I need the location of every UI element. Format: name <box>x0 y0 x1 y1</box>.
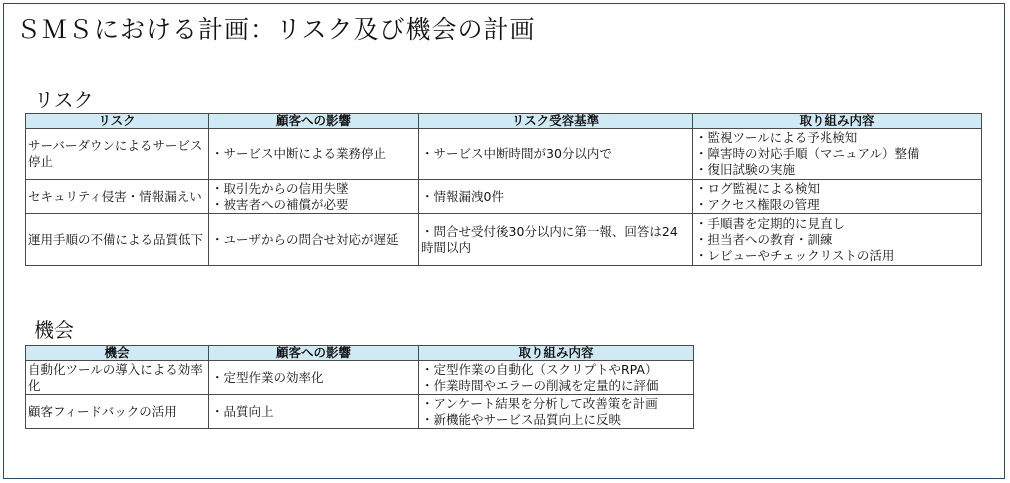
impact-cell: ・サービス中断による業務停止 <box>209 129 419 180</box>
criteria-cell: ・情報漏洩0件 <box>419 180 693 214</box>
opportunity-table <box>25 345 694 429</box>
table-row <box>26 214 982 266</box>
risk-col-header-risk: リスク <box>26 114 209 129</box>
risk-col-header-impact: 顧客への影響 <box>209 114 419 129</box>
risk-col-header-actions: 取り組み内容 <box>693 114 982 129</box>
risk-cell: サーバーダウンによるサービス停止 <box>26 129 209 180</box>
opp-col-header-opportunity: 機会 <box>26 346 209 361</box>
impact-cell: ・ユーザからの問合せ対応が遅延 <box>209 214 419 266</box>
table-row <box>26 395 694 429</box>
criteria-cell: ・問合せ受付後30分以内に第一報、回答は24時間以内 <box>419 214 693 266</box>
page-title: ＳＭＳにおける計画：リスク及び機会の計画 <box>16 15 536 44</box>
impact-cell: ・品質向上 <box>209 395 419 429</box>
actions-cell: ・監視ツールによる予兆検知 ・障害時の対応手順（マニュアル）整備 ・復旧試験の実施 <box>693 129 982 180</box>
impact-cell: ・取引先からの信用失墜 ・被害者への補償が必要 <box>209 180 419 214</box>
opportunity-cell: 顧客フィードバックの活用 <box>26 395 209 429</box>
table-row <box>26 180 982 214</box>
criteria-cell: ・サービス中断時間が30分以内で <box>419 129 693 180</box>
risk-table <box>25 113 982 266</box>
opportunity-cell: 自動化ツールの導入による効率化 <box>26 361 209 395</box>
risk-cell: 運用手順の不備による品質低下 <box>26 214 209 266</box>
risk-table-header-row <box>26 114 982 129</box>
opportunity-section-heading: 機会 <box>34 318 74 342</box>
risk-section-heading: リスク <box>34 88 94 112</box>
actions-cell: ・アンケート結果を分析して改善策を計画 ・新機能やサービス品質向上に反映 <box>419 395 694 429</box>
risk-cell: セキュリティ侵害・情報漏えい <box>26 180 209 214</box>
actions-cell: ・手順書を定期的に見直し ・担当者への教育・訓練 ・レビューやチェックリストの活用 <box>693 214 982 266</box>
risk-col-header-criteria: リスク受容基準 <box>419 114 693 129</box>
table-row <box>26 361 694 395</box>
actions-cell: ・ログ監視による検知 ・アクセス権限の管理 <box>693 180 982 214</box>
opportunity-table-header-row <box>26 346 694 361</box>
opp-col-header-impact: 顧客への影響 <box>209 346 419 361</box>
actions-cell: ・定型作業の自動化（スクリプトやRPA） ・作業時間やエラーの削減を定量的に評価 <box>419 361 694 395</box>
impact-cell: ・定型作業の効率化 <box>209 361 419 395</box>
opp-col-header-actions: 取り組み内容 <box>419 346 694 361</box>
table-row <box>26 129 982 180</box>
